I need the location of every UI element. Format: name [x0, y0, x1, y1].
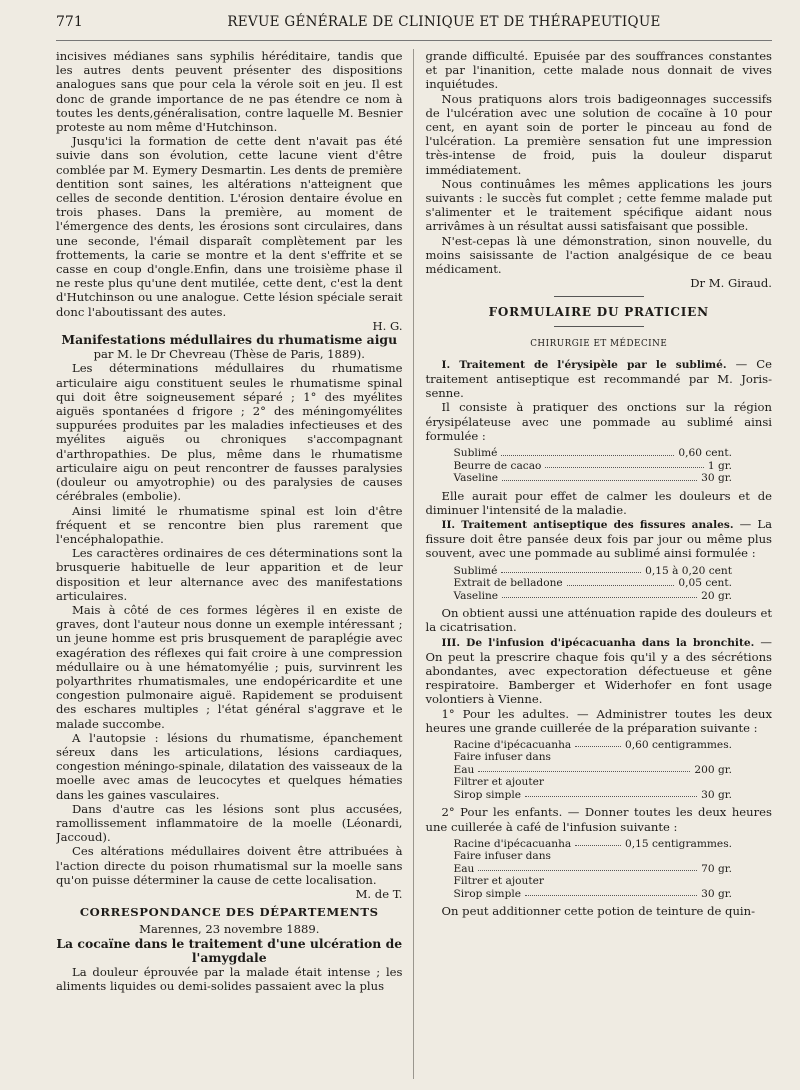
paragraph: On obtient aussi une atténuation rapide des douleurs et la cicatrisation.: [425, 606, 772, 635]
paragraph: Les déterminations médullaires du rhumatisme articulaire aigu constituent seules le rhumatisme spinal qui doit être soigneusement séparé ; 1° des myélites aiguës spontanées d frigore ; 2° des méningomyélites suppurées produites par les maladies infectieuses et des myélites aiguës ou chroniques s'accompagnant d'arthropathies. De plus, même dans le rhumatisme articulaire aigu on peut rencontrer de fausses paralysies (douleur ou amyotrophie) ou des paralysies de causes cérébrales (embolie).: [56, 361, 403, 504]
rx-name: Extrait de belladone: [453, 577, 563, 590]
item-heading: II. Traitement antiseptique des fissures anales.: [441, 518, 734, 531]
item-text: — Ce traitement antiseptique est recommandé par M. Joris-senne.: [425, 356, 772, 401]
item-heading: III. De l'infusion d'ipécacuanha dans la bronchite.: [441, 636, 755, 649]
rx-name: Sirop simple: [453, 788, 522, 801]
rx-qty: 70 gr.: [701, 862, 732, 875]
rx-qty: 30 gr.: [701, 887, 732, 900]
rx-name: Racine d'ipécacuanha: [453, 837, 572, 850]
rx-name: Faire infuser dans: [453, 850, 551, 863]
rx-name: Eau: [453, 763, 475, 776]
dateline: Marennes, 23 novembre 1889.: [139, 922, 320, 937]
divider: [554, 326, 644, 327]
paragraph: Dans d'autre cas les lésions sont plus accusées, ramollissement inflammatoire de la moelle (Léonardi, Jaccoud).: [56, 801, 403, 845]
prescription: [426, 838, 773, 901]
right-column: [414, 49, 773, 1079]
paragraph: grande difficulté. Epuisée par des souffrances constantes et par l'inanition, cette malade nous donnait de vives inquiétudes.: [425, 49, 772, 92]
article-title: La cocaïne dans le traitement d'une ulcération de l'amygdale: [56, 935, 403, 965]
item-text: — On peut la prescrire chaque fois qu'il y a des sécrétions abondantes, avec expectoration défectueuse et gêne respiratoire. Bamberger et Widerhofer en font usage volontiers à Vienne.: [425, 634, 772, 707]
rx-qty: 1 gr.: [707, 459, 732, 472]
subheading: CHIRURGIE ET MÉDECINE: [530, 338, 668, 349]
prescription: [426, 565, 773, 603]
paragraph: Mais à côté de ces formes légères il en existe de graves, dont l'auteur nous donne un exemple intéressant ; un jeune homme est pris brusquement de paraplégie avec exagération des réflexes qui fait croire à une compression médullaire ou à une hématomyélie ; puis, survinrent les polyarthrites rhumatismales, une endopéricardite et une congestion pulmonaire aiguë. Rapidement se produisent des eschares multiples ; l'état général s'aggrave et le malade succombe.: [56, 602, 403, 731]
section-heading: FORMULAIRE DU PRATICIEN: [488, 305, 709, 320]
rx-name: Filtrer et ajouter: [453, 776, 544, 789]
paragraph: Nous pratiquons alors trois badigeonnages successifs de l'ulcération avec une solution de cocaïne à 10 pour cent, en ayant soin de porter le pinceau au fond de l'ulcération. La première sensation fut une impression très-intense de froid, puis la douleur disparut immédiatement.: [425, 91, 772, 177]
item-text: — La fissure doit être pansée deux fois par jour ou même plus souvent, avec une pommade au sublimé ainsi formulée :: [425, 516, 772, 561]
rx-qty: 30 gr.: [701, 472, 732, 485]
running-header: [56, 14, 772, 41]
signature: H. G.: [372, 318, 403, 333]
rx-name: Sirop simple: [453, 887, 522, 900]
rx-qty: 0,60 cent.: [678, 447, 732, 460]
rx-name: Beurre de cacao: [453, 459, 542, 472]
paragraph: Les caractères ordinaires de ces déterminations sont la brusquerie habituelle de leur apparition et de leur disposition et leur alternance avec des manifestations articulaires.: [56, 546, 403, 603]
rx-name: Vaseline: [453, 472, 499, 485]
signature: Dr M. Giraud.: [690, 276, 772, 291]
rx-name: Vaseline: [453, 589, 499, 602]
paragraph: 1° Pour les adultes. — Administrer toutes les deux heures une grande cuillerée de la préparation suivante :: [425, 706, 772, 735]
rx-name: Eau: [453, 862, 475, 875]
rx-qty: 200 gr.: [694, 763, 732, 776]
rx-qty: 0,15 à 0,20 cent: [645, 564, 732, 577]
rx-name: Faire infuser dans: [453, 751, 551, 764]
rx-qty: 20 gr.: [701, 589, 732, 602]
paragraph: Nous continuâmes les mêmes applications les jours suivants : le succès fut complet ; cette femme malade put s'alimenter et le traitement spécifique aidant nous arrivâmes à un résultat aussi satisfaisant que possible.: [425, 176, 772, 234]
left-column: [56, 49, 414, 1079]
prescription: [426, 739, 773, 802]
prescription: [426, 447, 773, 485]
rx-qty: 30 gr.: [701, 788, 732, 801]
rx-qty: 0,05 cent.: [678, 577, 732, 590]
item-heading: I. Traitement de l'érysipèle par le sublimé.: [441, 358, 727, 371]
paragraph: Ces altérations médullaires doivent être attribuées à l'action directe du poison rhumatismal sur la moelle sans qu'on puisse déterminer la cause de cette localisation.: [56, 844, 403, 887]
paragraph: Jusqu'ici la formation de cette dent n'avait pas été suivie dans son évolution, cette lacune vient d'être comblée par M. Eymery Desmartin. Les dents de première dentition sont saines, les altérations n'atteignent que celles de seconde dentition. L'érosion dentaire évolue en trois phases. Dans la première, au moment de l'émergence des dents, les érosions sont circulaires, dans une seconde, l'émail disparaît complètement par les frottements, la carie se montre et la dent s'effrite et se casse en coup d'ongle.Enfin, dans une troisième phase il ne reste plus qu'une dent mutilée, cette dent, c'est la dent d'Hutchinson ou une analogue. Cette lésion spéciale serait donc l'aboutissant des autes.: [56, 134, 403, 319]
divider: [554, 296, 644, 297]
paragraph: A l'autopsie : lésions du rhumatisme, épanchement séreux dans les articulations, lésions cardiaques, congestion méningo-spinale, dilatation des vaisseaux de la moelle avec amas de leucocytes et quelques hématies dans les gaines vasculaires.: [56, 730, 403, 802]
rx-name: Sublimé: [453, 564, 498, 577]
rx-name: Racine d'ipécacuanha: [453, 738, 572, 751]
paragraph: Il consiste à pratiquer des onctions sur la région érysipélateuse avec une pommade au sublimé ainsi formulée :: [425, 400, 772, 443]
rx-name: Filtrer et ajouter: [453, 875, 544, 888]
paragraph: On peut additionner cette potion de teinture de quin-: [441, 904, 756, 919]
paragraph: La douleur éprouvée par la malade était intense ; les aliments liquides ou demi-solides passaient avec la plus: [56, 965, 403, 994]
paragraph: 2° Pour les enfants. — Donner toutes les deux heures une cuillerée à café de l'infusion suivante :: [425, 805, 772, 834]
paragraph: N'est-cepas là une démonstration, sinon nouvelle, du moins saisissante de l'action analgésique de ce beau médicament.: [425, 233, 772, 277]
article-title: Manifestations médullaires du rhumatisme aigu: [61, 332, 398, 348]
paragraph: Elle aurait pour effet de calmer les douleurs et de diminuer l'intensité de la maladie.: [425, 488, 772, 517]
paragraph: incisives médianes sans syphilis héréditaire, tandis que les autres dents peuvent présenter des dispositions analogues sans que pour cela la vérole soit en jeu. Il est donc de grande importance de ne pas étendre ce nom à toutes les dents,généralisation, contre laquelle M. Besnier proteste au nom même d'Hutchinson.: [56, 49, 403, 135]
byline: par M. le Dr Chevreau (Thèse de Paris, 1889).: [93, 347, 365, 362]
rx-name: Sublimé: [453, 447, 498, 460]
rx-qty: 0,60 centigrammes.: [625, 738, 732, 751]
running-title: REVUE GÉNÉRALE DE CLINIQUE ET DE THÉRAPEUTIQUE: [227, 14, 661, 30]
signature: M. de T.: [355, 886, 403, 901]
section-heading: CORRESPONDANCE DES DÉPARTEMENTS: [79, 905, 379, 920]
rx-qty: 0,15 centigrammes.: [625, 837, 732, 850]
paragraph: Ainsi limité le rhumatisme spinal est loin d'être fréquent et se rencontre bien plus rarement que l'encéphalopathie.: [56, 503, 403, 546]
page-number: 771: [56, 14, 83, 30]
